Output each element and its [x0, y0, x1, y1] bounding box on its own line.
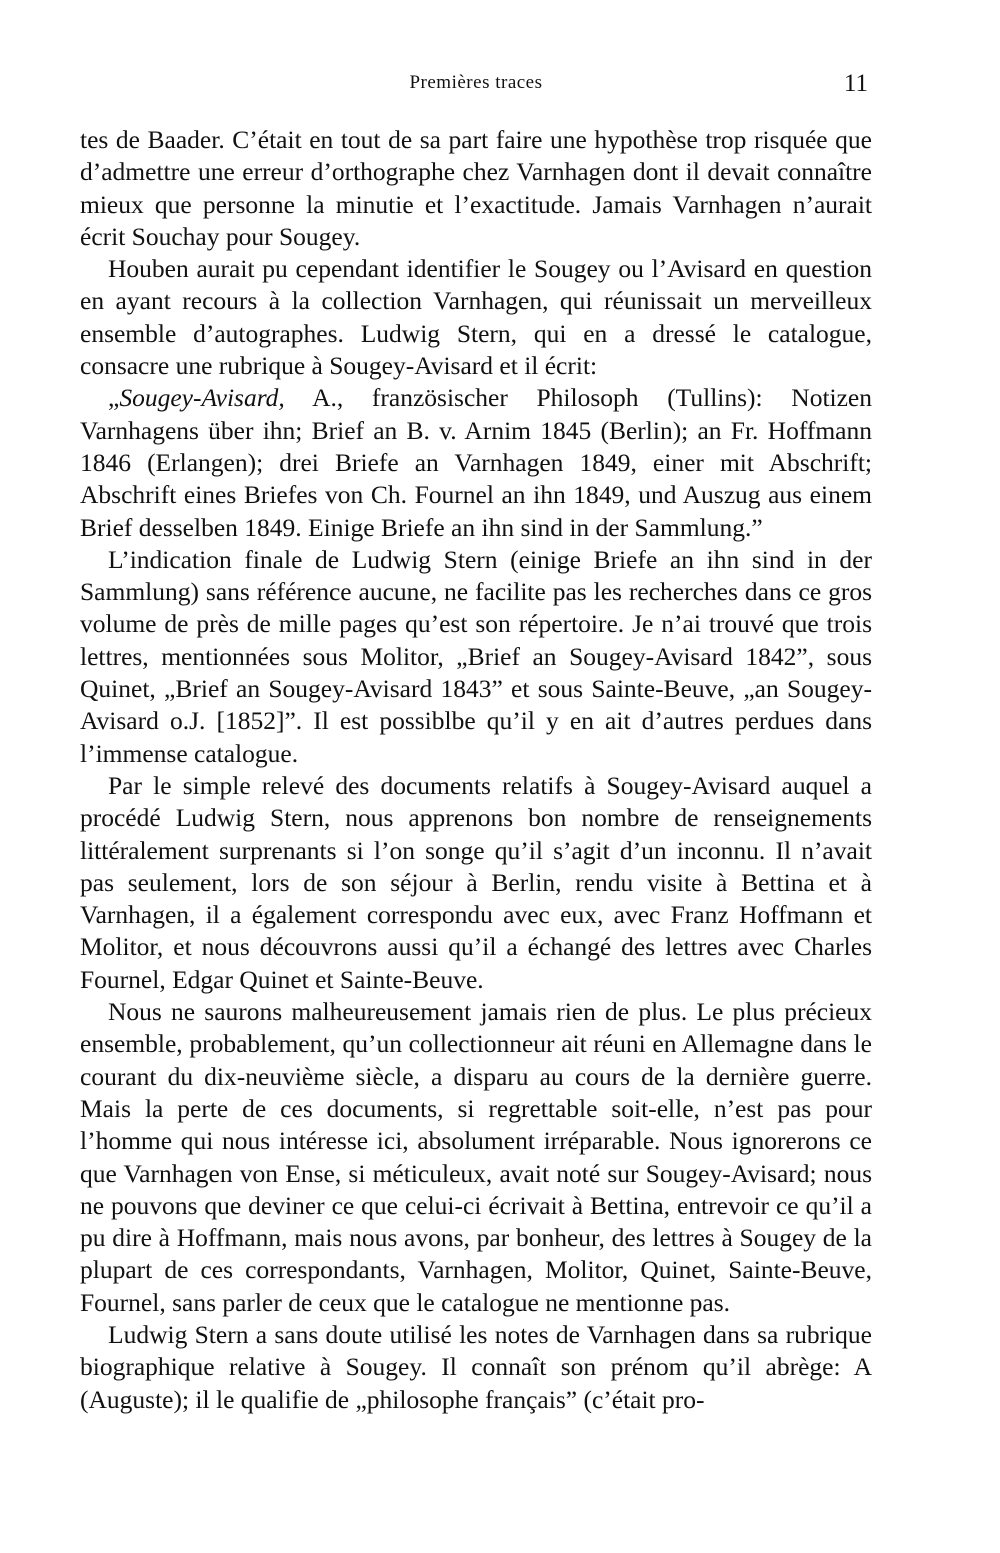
running-title: Premières traces [409, 72, 543, 93]
page-number: 11 [843, 70, 868, 97]
body-text [80, 124, 872, 1416]
paragraph-nous-ne-saurons: Nous ne saurons malheureusement jamais rien de plus. Le plus précieux ensemble, probablement, qu’un collectionneur ait réuni en Allemagne dans le courant du dix-neuvième siècle, a disparu au cours de la dernière guerre. Mais la perte de ces documents, si regrettable soit-elle, n’est pas pour l’homme qui nous intéresse ici, absolument irréparable. Nous ignorerons ce que Varnhagen von Ense, si méticuleux, avait noté sur Sougey-Avisard; nous ne pouvons que deviner ce que celui-ci écrivait à Bettina, entrevoir ce qu’il a pu dire à Hoffmann, mais nous avons, par bonheur, des lettres à Sougey de la plupart de ces correspondants, Varnhagen, Molitor, Quinet, Sainte-Beuve, Fournel, sans parler de ceux que le catalogue ne mentionne pas. [80, 997, 872, 1317]
paragraph-indication: L’indication finale de Ludwig Stern (einige Briefe an ihn sind in der Sammlung) sans référence aucune, ne facilite pas les recherches dans ce gros volume de près de mille pages qu’est son répertoire. Je n’ai trouvé que trois lettres, mentionnées sous Molitor, „Brief an Sougey-Avisard 1842”, sous Quinet, „Brief an Sougey-Avisard 1843” et sous Sainte-Beuve, „an Sougey-Avisard o.J. [1852]”. Il est possiblbe qu’il y en ait d’autres perdues dans l’immense catalogue. [80, 544, 872, 768]
quotation-mark: „ [108, 383, 120, 413]
catalogue-entry-name: Sougey-Avisard, [119, 383, 285, 413]
paragraph-ludwig-stern: Ludwig Stern a sans doute utilisé les notes de Varnhagen dans sa rubrique biographique relative à Sougey. Il connaît son prénom qu’il abrège: A (Auguste); il le qualifie de „philosophe français” (c’était pro- [80, 1319, 872, 1414]
paragraph-continuation: tes de Baader. C’était en tout de sa part faire une hypothèse trop risquée que d’admettre une erreur d’orthographe chez Varnhagen dont il devait connaître mieux que personne la minutie et l’exactitude. Jamais Varnhagen n’aurait écrit Souchay pour Sougey. [80, 125, 872, 251]
catalogue-quotation [80, 382, 872, 543]
running-header [80, 72, 872, 102]
catalogue-entry-text: A., französischer Philosoph (Tullins): Notizen Varnhagens über ihn; Brief an B. v. Arnim 1845 (Berlin); an Fr. Hoffmann 1846 (Erlangen); drei Briefe an Varnhagen 1849, einer mit Abschrift; Abschrift eines Briefes von Ch. Fournel an ihn 1849, und Auszug aus einem Brief desselben 1849. Einige Briefe an ihn sind in der Sammlung.” [80, 383, 872, 542]
paragraph-houben: Houben aurait pu cependant identifier le Sougey ou l’Avisard en question en ayant recours à la collection Varnhagen, qui réunissait un merveilleux ensemble d’autographes. Ludwig Stern, qui en a dressé le catalogue, consacre une rubrique à Sougey-Avisard et il écrit: [80, 254, 872, 381]
paragraph-releve: Par le simple relevé des documents relatifs à Sougey-Avisard auquel a procédé Ludwig Stern, nous apprenons bon nombre de renseignements littéralement surprenants si l’on songe qu’il s’agit d’un inconnu. Il n’avait pas seulement, lors de son séjour à Berlin, rendu visite à Bettina et à Varnhagen, il a également correspondu avec eux, avec Franz Hoffmann et Molitor, et nous découvrons aussi qu’il a échangé des lettres avec Charles Fournel, Edgar Quinet et Sainte-Beuve. [80, 770, 872, 994]
